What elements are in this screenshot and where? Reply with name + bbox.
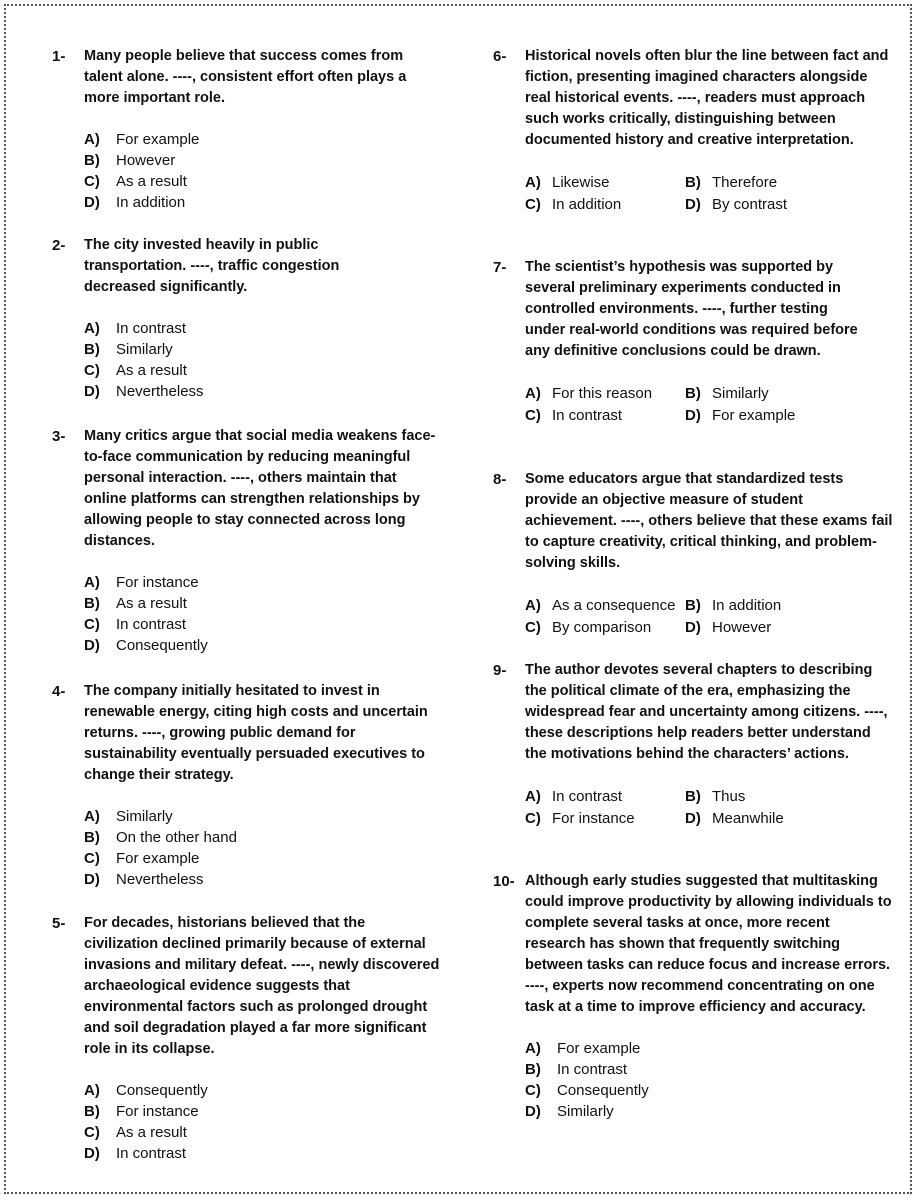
option-letter: C) xyxy=(84,362,100,379)
option-letter: A) xyxy=(525,174,541,191)
option-b[interactable] xyxy=(84,1101,442,1122)
option-text: As a consequence xyxy=(552,597,676,614)
option-d[interactable] xyxy=(84,1143,442,1164)
options-list xyxy=(52,318,412,402)
question-7 xyxy=(493,257,863,426)
question-9 xyxy=(493,660,893,829)
option-text: In addition xyxy=(712,597,782,614)
option-b[interactable] xyxy=(685,595,845,617)
option-letter: D) xyxy=(84,194,100,211)
option-text: Therefore xyxy=(712,174,778,191)
option-d[interactable] xyxy=(685,194,845,216)
option-c[interactable] xyxy=(525,194,685,216)
option-b[interactable] xyxy=(84,339,412,360)
question-6 xyxy=(493,46,893,215)
option-text: For instance xyxy=(116,574,199,591)
option-text: As a result xyxy=(116,362,187,379)
option-letter: B) xyxy=(685,385,701,402)
option-letter: B) xyxy=(685,597,701,614)
option-letter: B) xyxy=(525,1061,541,1078)
option-a[interactable] xyxy=(84,129,442,150)
option-d[interactable] xyxy=(525,1101,893,1122)
option-d[interactable] xyxy=(84,869,442,890)
option-letter: D) xyxy=(525,1103,541,1120)
option-a[interactable] xyxy=(84,806,442,827)
option-text: In addition xyxy=(116,194,186,211)
option-text: Similarly xyxy=(116,808,173,825)
option-text: In contrast xyxy=(116,616,187,633)
option-text: In contrast xyxy=(552,406,623,424)
option-d[interactable] xyxy=(84,381,412,402)
option-b[interactable] xyxy=(84,827,442,848)
question-number: 2- xyxy=(52,237,66,254)
option-text: Likewise xyxy=(552,174,610,191)
options-list xyxy=(52,129,442,213)
options-list xyxy=(52,1080,442,1164)
option-text: Similarly xyxy=(116,341,173,358)
options-grid xyxy=(493,786,893,829)
option-text: By comparison xyxy=(552,618,652,636)
option-b[interactable] xyxy=(84,150,442,171)
option-a[interactable] xyxy=(84,572,442,593)
question-text: The scientist’s hypothesis was supported by several preliminary experiments conducted in controlled environments. ----, further testing under real-world conditions was required before any definitive conclusions could be drawn. xyxy=(525,259,858,359)
option-letter: B) xyxy=(685,788,701,805)
option-a[interactable] xyxy=(525,1038,893,1059)
option-c[interactable] xyxy=(84,171,442,192)
option-text: Similarly xyxy=(712,385,769,402)
options-list xyxy=(493,1038,893,1122)
option-letter: A) xyxy=(525,597,541,614)
question-text: The city invested heavily in public transportation. ----, traffic congestion decreased significantly. xyxy=(84,237,340,295)
option-letter: A) xyxy=(84,574,100,591)
option-b[interactable] xyxy=(685,172,845,194)
question-2 xyxy=(52,235,412,402)
option-letter: D) xyxy=(685,406,701,424)
option-letter: B) xyxy=(84,341,100,358)
option-b[interactable] xyxy=(685,383,845,405)
option-letter: C) xyxy=(525,618,541,636)
option-b[interactable] xyxy=(685,786,845,808)
option-d[interactable] xyxy=(685,405,845,427)
option-letter: D) xyxy=(84,383,100,400)
question-10 xyxy=(493,871,893,1122)
option-a[interactable] xyxy=(525,383,685,405)
question-text: Some educators argue that standardized tests provide an objective measure of student achievement. ----, others believe that these exams fail to capture creativity, critical thinking, and problem-solving skills. xyxy=(525,471,893,571)
option-a[interactable] xyxy=(525,172,685,194)
option-letter: C) xyxy=(525,1082,541,1099)
question-number: 8- xyxy=(493,471,507,488)
option-letter: C) xyxy=(84,173,100,190)
option-letter: C) xyxy=(84,616,100,633)
option-text: For example xyxy=(557,1040,641,1057)
option-text: Meanwhile xyxy=(712,809,784,827)
option-c[interactable] xyxy=(525,808,685,830)
question-text: Many people believe that success comes from talent alone. ----, consistent effort often plays a more important role. xyxy=(84,48,407,106)
option-letter: C) xyxy=(84,850,100,867)
question-1 xyxy=(52,46,442,213)
option-letter: B) xyxy=(84,829,100,846)
option-text: For this reason xyxy=(552,385,653,402)
option-letter: B) xyxy=(84,595,100,612)
option-c[interactable] xyxy=(84,614,442,635)
option-letter: C) xyxy=(525,809,541,827)
options-grid xyxy=(493,172,893,215)
option-letter: C) xyxy=(525,406,541,424)
option-text: For instance xyxy=(552,809,635,827)
option-d[interactable] xyxy=(685,617,845,639)
option-letter: D) xyxy=(84,1145,100,1162)
option-text: Nevertheless xyxy=(116,871,204,888)
option-text: In addition xyxy=(552,195,622,213)
option-a[interactable] xyxy=(525,786,685,808)
option-letter: B) xyxy=(84,152,100,169)
option-letter: B) xyxy=(84,1103,100,1120)
option-d[interactable] xyxy=(84,635,442,656)
option-text: For example xyxy=(116,850,200,867)
question-5 xyxy=(52,913,442,1164)
option-a[interactable] xyxy=(525,595,685,617)
option-text: Consequently xyxy=(116,1082,208,1099)
option-a[interactable] xyxy=(84,1080,442,1101)
option-letter: D) xyxy=(84,871,100,888)
question-number: 6- xyxy=(493,48,507,65)
option-text: Similarly xyxy=(557,1103,614,1120)
option-text: However xyxy=(116,152,176,169)
question-8 xyxy=(493,469,893,638)
option-text: For example xyxy=(712,406,796,424)
option-letter: A) xyxy=(84,1082,100,1099)
option-text: On the other hand xyxy=(116,829,237,846)
option-letter: A) xyxy=(84,320,100,337)
option-c[interactable] xyxy=(84,360,412,381)
options-list xyxy=(52,572,442,656)
option-c[interactable] xyxy=(525,617,685,639)
option-text: In contrast xyxy=(116,1145,187,1162)
option-letter: A) xyxy=(84,808,100,825)
option-text: In contrast xyxy=(116,320,187,337)
option-text: As a result xyxy=(116,595,187,612)
option-c[interactable] xyxy=(84,848,442,869)
option-letter: A) xyxy=(525,788,541,805)
option-text: As a result xyxy=(116,173,187,190)
question-number: 1- xyxy=(52,48,66,65)
question-text: Many critics argue that social media weakens face-to-face communication by reducing meaningful personal interaction. ----, others maintain that online platforms can strengthen relationships by allowing people to stay connected across long distances. xyxy=(84,428,436,549)
question-text: The company initially hesitated to invest in renewable energy, citing high costs and uncertain returns. ----, growing public demand for sustainability eventually persuaded executives to change their strategy. xyxy=(84,683,428,783)
option-text: Consequently xyxy=(116,637,208,654)
option-text: Consequently xyxy=(557,1082,649,1099)
question-3 xyxy=(52,426,442,656)
question-text: Although early studies suggested that multitasking could improve productivity by allowing individuals to complete several tasks at once, more recent research has shown that frequently switching between tasks can reduce focus and increase errors. ----, experts now recommend concentrating on one task at a time to improve efficiency and accuracy. xyxy=(525,873,892,1015)
option-letter: A) xyxy=(525,385,541,402)
question-4 xyxy=(52,681,442,890)
question-number: 9- xyxy=(493,662,507,679)
option-letter: D) xyxy=(685,195,701,213)
option-text: For example xyxy=(116,131,200,148)
question-number: 3- xyxy=(52,428,66,445)
option-letter: D) xyxy=(685,618,701,636)
option-a[interactable] xyxy=(84,318,412,339)
option-text: Nevertheless xyxy=(116,383,204,400)
question-number: 4- xyxy=(52,683,66,700)
option-text: In contrast xyxy=(557,1061,628,1078)
option-letter: A) xyxy=(525,1040,541,1057)
option-text: However xyxy=(712,618,772,636)
option-text: As a result xyxy=(116,1124,187,1141)
question-number: 5- xyxy=(52,915,66,932)
option-letter: A) xyxy=(84,131,100,148)
options-grid xyxy=(493,595,893,638)
option-text: Thus xyxy=(712,788,746,805)
option-letter: C) xyxy=(525,195,541,213)
option-letter: D) xyxy=(685,809,701,827)
option-c[interactable] xyxy=(525,1080,893,1101)
option-text: In contrast xyxy=(552,788,623,805)
question-number: 10- xyxy=(493,873,515,890)
options-list xyxy=(52,806,442,890)
option-c[interactable] xyxy=(84,1122,442,1143)
option-letter: B) xyxy=(685,174,701,191)
option-letter: D) xyxy=(84,637,100,654)
option-d[interactable] xyxy=(84,192,442,213)
option-b[interactable] xyxy=(84,593,442,614)
option-text: By contrast xyxy=(712,195,788,213)
question-text: The author devotes several chapters to describing the political climate of the era, emphasizing the widespread fear and uncertainty among citizens. ----, these descriptions help readers better understand the motivations behind the characters’ actions. xyxy=(525,662,888,762)
option-b[interactable] xyxy=(525,1059,893,1080)
question-text: For decades, historians believed that the civilization declined primarily because of external invasions and military defeat. ----, newly discovered archaeological evidence suggests that environmental factors such as prolonged drought and soil degradation played a far more significant role in its collapse. xyxy=(84,915,440,1057)
options-grid xyxy=(493,383,863,426)
option-text: For instance xyxy=(116,1103,199,1120)
question-text: Historical novels often blur the line between fact and fiction, presenting imagined characters alongside real historical events. ----, readers must approach such works critically, distinguishing between documented history and creative interpretation. xyxy=(525,48,889,148)
option-letter: C) xyxy=(84,1124,100,1141)
option-d[interactable] xyxy=(685,808,845,830)
question-number: 7- xyxy=(493,259,507,276)
option-c[interactable] xyxy=(525,405,685,427)
